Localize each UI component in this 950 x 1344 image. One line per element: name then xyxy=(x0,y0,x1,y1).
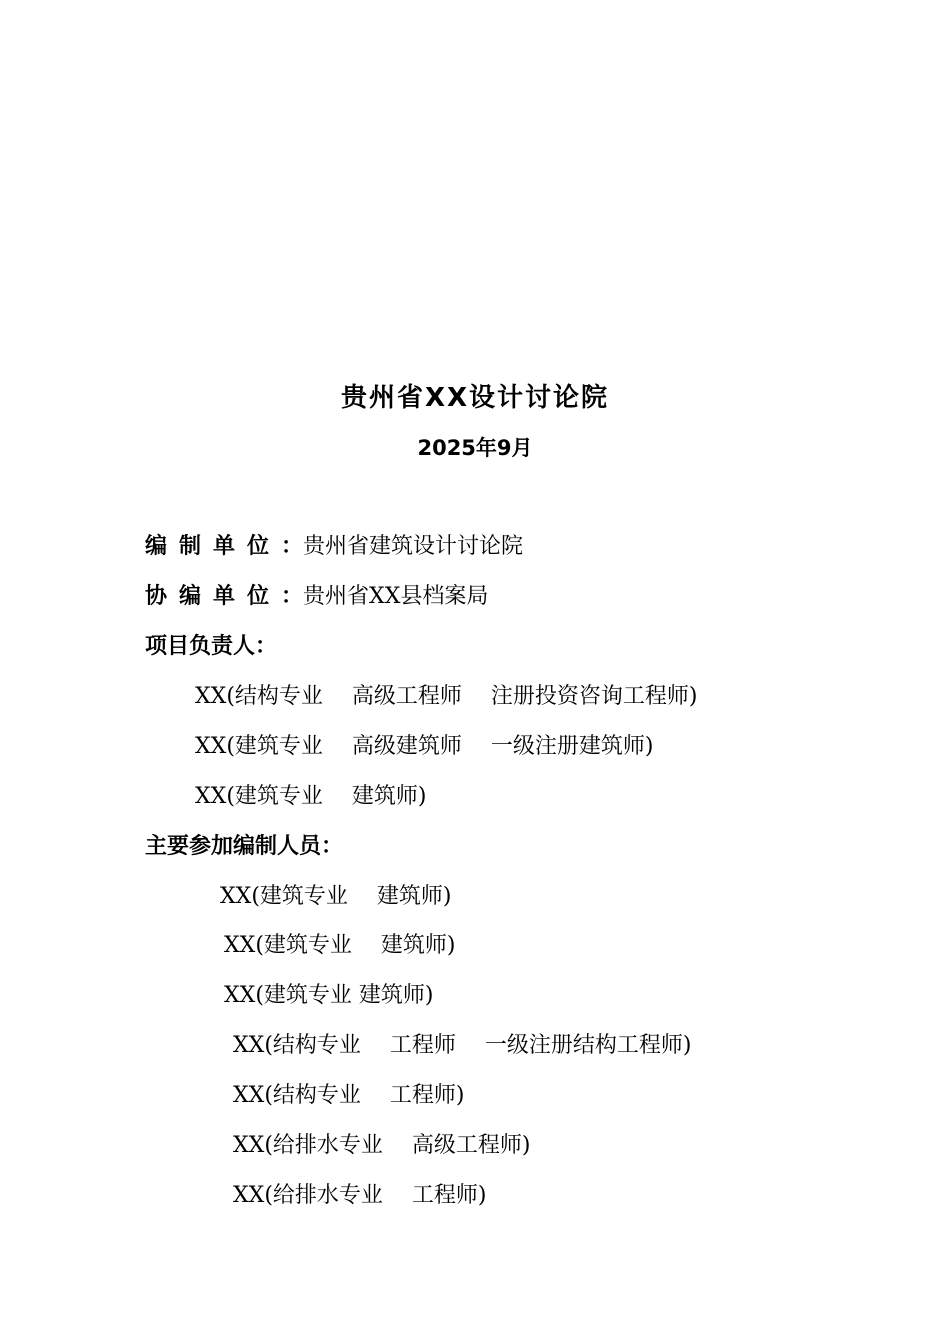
co-compiler-label: 协编单位 xyxy=(145,584,282,609)
project-lead-item: XX(建筑专业 高级建筑师 一级注册建筑师) xyxy=(195,734,654,759)
project-lead-item: XX(结构专业 高级工程师 注册投资咨询工程师) xyxy=(195,684,698,709)
staff-item: XX(建筑专业 建筑师) xyxy=(224,933,456,958)
co-compiler-value: 贵州省XX县档案局 xyxy=(303,584,489,609)
staff-item: XX(建筑专业 建筑师) xyxy=(224,983,434,1008)
main-staff-label: 主要参加编制人员： xyxy=(145,834,344,859)
staff-item: XX(给排水专业 高级工程师) xyxy=(233,1133,531,1158)
project-lead-label: 项目负责人： xyxy=(145,634,278,659)
co-compiler-colon: ： xyxy=(281,584,304,609)
org-title: 贵州省XX设计讨论院 xyxy=(340,383,610,413)
staff-item: XX(结构专业 工程师) xyxy=(233,1083,465,1108)
compiler-row xyxy=(145,532,523,562)
co-compiler-row xyxy=(145,582,488,612)
compiler-label: 编制单位 xyxy=(145,534,282,559)
staff-item: XX(给排水专业 工程师) xyxy=(233,1183,487,1208)
document-date: 2025年9月 xyxy=(417,436,533,460)
compiler-value: 贵州省建筑设计讨论院 xyxy=(303,534,524,559)
compiler-colon: ： xyxy=(281,534,304,559)
project-lead-item: XX(建筑专业 建筑师) xyxy=(195,784,427,809)
staff-item: XX(结构专业 工程师 一级注册结构工程师) xyxy=(233,1033,692,1058)
staff-item: XX(建筑专业 建筑师) xyxy=(220,884,452,909)
